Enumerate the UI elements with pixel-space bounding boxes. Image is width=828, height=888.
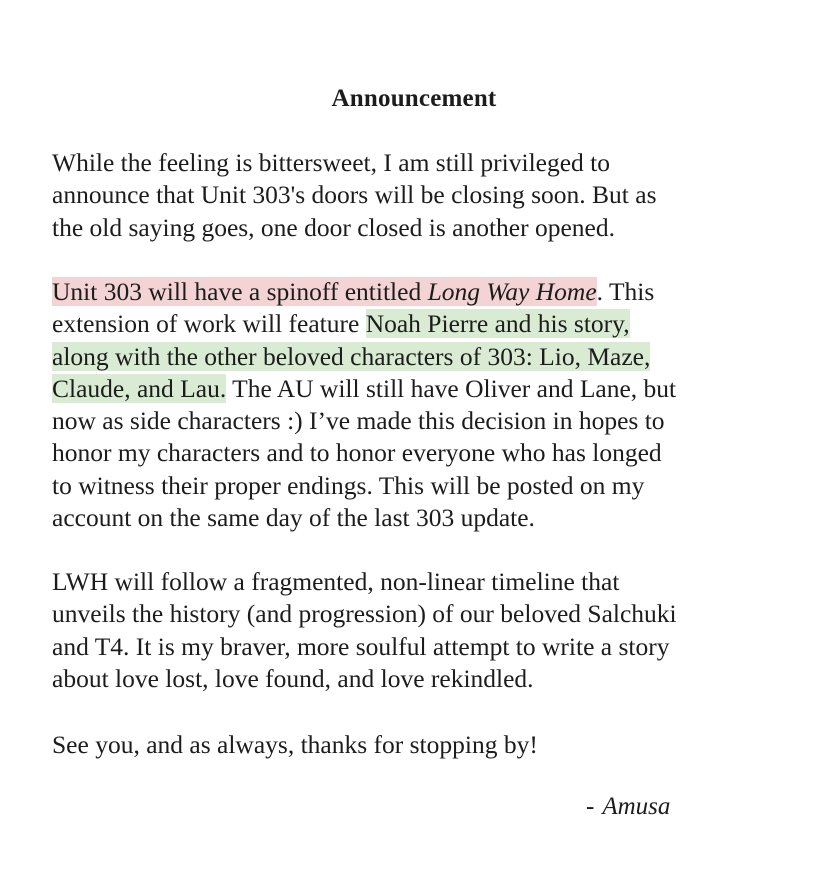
text-line xyxy=(52,341,792,373)
paragraph-lwh-description xyxy=(52,566,792,695)
text-line: now as side characters :) I’ve made this decision in hopes to xyxy=(52,406,665,436)
text-line: unveils the history (and progression) of our beloved Salchuki xyxy=(52,599,677,629)
text-line: LWH will follow a fragmented, non-linear timeline that xyxy=(52,567,620,596)
text-line: account on the same day of the last 303 update. xyxy=(52,503,535,533)
announcement-title: Announcement xyxy=(331,85,497,112)
highlight-green-characters: along with the other beloved characters of 303: Lio, Maze, xyxy=(52,341,651,371)
text-line: honor my characters and to honor everyone who has longed xyxy=(52,438,662,468)
signature-name: Amusa xyxy=(602,793,671,820)
text-line xyxy=(52,308,792,340)
text-line xyxy=(52,276,792,308)
text-line: While the feeling is bittersweet, I am still privileged to xyxy=(52,148,611,177)
paragraph-spinoff xyxy=(52,276,792,534)
paragraph-closing-notice xyxy=(52,147,792,244)
text-line: See you, and as always, thanks for stopping by! xyxy=(52,730,538,759)
text-line xyxy=(52,373,792,405)
highlight-red-spinoff xyxy=(52,277,597,306)
spinoff-title: Long Way Home xyxy=(427,277,597,306)
text-line: about love lost, love found, and love rekindled. xyxy=(52,663,534,693)
highlight-green-characters: Claude, and Lau. xyxy=(52,373,227,403)
text-fragment: . This xyxy=(596,277,655,306)
text-line: to witness their proper endings. This will be posted on my xyxy=(52,470,645,500)
signature-dash: - xyxy=(586,793,595,820)
text-fragment: extension of work will feature xyxy=(52,309,366,339)
signature xyxy=(586,791,670,823)
paragraph-closing-thanks xyxy=(52,729,792,761)
highlight-text: Unit 303 will have a spinoff entitled xyxy=(52,277,428,306)
highlight-green-characters: Noah Pierre and his story, xyxy=(365,309,630,339)
text-line: the old saying goes, one door closed is another opened. xyxy=(52,212,615,242)
text-line: announce that Unit 303's doors will be closing soon. But as xyxy=(52,180,657,210)
text-line: and T4. It is my braver, more soulful attempt to write a story xyxy=(52,631,670,661)
text-fragment: The AU will still have Oliver and Lane, but xyxy=(226,373,677,403)
